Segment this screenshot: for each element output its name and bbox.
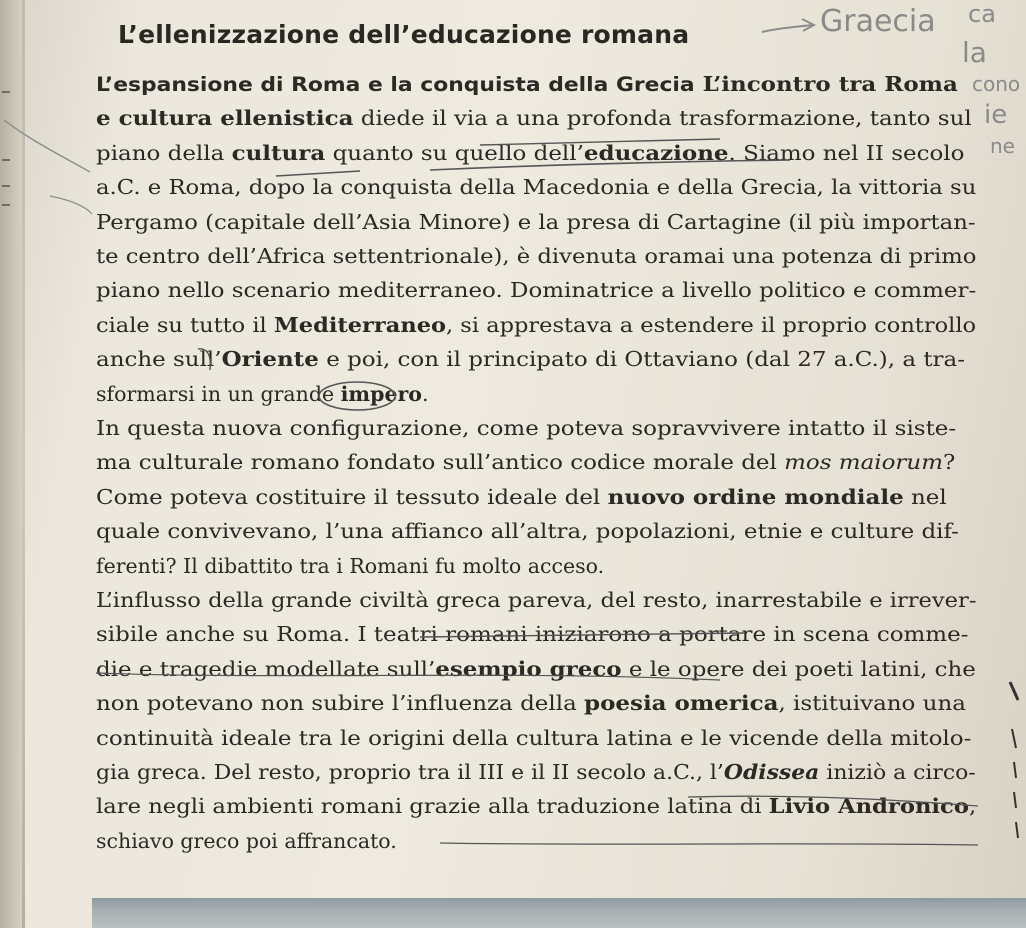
binding-edge bbox=[22, 0, 25, 928]
text-line bbox=[96, 693, 966, 714]
text-line bbox=[96, 108, 972, 129]
text-line bbox=[96, 280, 976, 301]
text-run: gia greca. Del resto, proprio tra il III e il II secolo a.C., l’ bbox=[96, 760, 724, 784]
text-run: piano nello scenario mediterraneo. Dominatrice a livello politico e commer- bbox=[96, 278, 977, 303]
text-run: educazione bbox=[583, 140, 729, 165]
handwritten-note-margin-3: ie bbox=[984, 100, 1008, 130]
text-run: L’influsso della grande civiltà greca pareva, del resto, inarrestabile e irrever- bbox=[96, 588, 977, 612]
text-run: lare negli ambienti romani grazie alla traduzione latina di bbox=[96, 794, 769, 819]
text-run: quale convivevano, l’una affianco all’altra, popolazioni, etnie e culture dif- bbox=[96, 519, 959, 544]
text-run: quanto su quello dell’ bbox=[325, 140, 584, 165]
text-run: ciale su tutto il bbox=[96, 312, 274, 337]
text-run: poesia omerica bbox=[584, 691, 779, 716]
handwritten-note-corner: ca bbox=[968, 0, 996, 28]
text-run: continuità ideale tra le origini della cultura latina e le vicende della mitolo- bbox=[96, 725, 972, 750]
text-run: sibile anche su Roma. I teatri romani iniziarono a portare in scena comme- bbox=[96, 622, 969, 647]
text-line bbox=[96, 209, 976, 234]
text-line bbox=[96, 246, 976, 267]
text-run: schiavo greco poi affrancato. bbox=[96, 828, 397, 853]
text-line bbox=[96, 590, 976, 611]
text-run: . Siamo nel II secolo bbox=[728, 140, 965, 165]
text-run: Livio Andronico bbox=[768, 794, 969, 819]
text-line bbox=[96, 349, 965, 370]
text-run: sformarsi in un grande bbox=[96, 381, 341, 406]
section-title: L’ellenizzazione dell’educazione romana bbox=[118, 20, 690, 49]
text-line bbox=[96, 177, 976, 198]
text-line bbox=[96, 553, 605, 578]
binding-shadow bbox=[0, 0, 22, 928]
text-run: ferenti? Il dibattito tra i Romani fu molto acceso. bbox=[96, 553, 605, 578]
text-line bbox=[96, 484, 947, 509]
text-run: impero bbox=[340, 381, 422, 406]
text-line bbox=[96, 418, 956, 439]
text-run: esempio greco bbox=[435, 656, 622, 681]
text-run: Pergamo (capitale dell’Asia Minore) e la presa di Cartagine (il più importan- bbox=[96, 209, 976, 234]
text-line bbox=[96, 140, 965, 165]
text-run: e le opere dei poeti latini, che bbox=[621, 656, 976, 681]
text-run: In questa nuova configurazione, come poteva sopravvivere intatto il siste- bbox=[96, 416, 957, 440]
text-line bbox=[96, 656, 976, 681]
text-run: , istituivano una bbox=[778, 691, 966, 716]
text-line bbox=[96, 521, 959, 542]
text-line bbox=[96, 452, 955, 473]
text-run: anche sull’ bbox=[96, 347, 222, 372]
text-line bbox=[96, 725, 972, 750]
text-run: . bbox=[421, 381, 429, 406]
photo-strip bbox=[92, 898, 1026, 928]
text-run: Come poteva costituire il tessuto ideale del bbox=[96, 484, 608, 509]
text-line bbox=[96, 312, 977, 337]
text-run: L’espansione di Roma e la conquista della Grecia bbox=[96, 73, 695, 96]
text-run: diede il via a una profonda trasformazione, tanto sul bbox=[353, 106, 972, 131]
text-run: , si apprestava a estendere il proprio controllo bbox=[446, 312, 977, 337]
text-run: a.C. e Roma, dopo la conquista della Macedonia e della Grecia, la vittoria su bbox=[96, 175, 977, 200]
text-run: Odissea bbox=[723, 760, 820, 784]
text-line bbox=[96, 828, 397, 853]
text-run: non potevano non subire l’influenza della bbox=[96, 691, 585, 716]
text-run: cultura bbox=[231, 140, 326, 165]
text-run: die e tragedie modellate sull’ bbox=[96, 656, 436, 681]
text-run: ma culturale romano fondato sull’antico codice morale del bbox=[96, 450, 785, 475]
text-line bbox=[96, 624, 968, 645]
handwritten-note-margin-1: la bbox=[962, 36, 987, 69]
text-run: ? bbox=[942, 450, 956, 475]
text-line bbox=[96, 762, 976, 783]
text-run: nuovo ordine mondiale bbox=[607, 484, 904, 509]
text-run: iniziò a circo- bbox=[819, 760, 976, 784]
handwritten-note-top: Graecia bbox=[820, 4, 936, 39]
text-run: mos maiorum bbox=[784, 450, 943, 475]
text-run: , bbox=[968, 794, 977, 819]
handwritten-note-margin-2: cono bbox=[972, 72, 1021, 96]
text-line bbox=[96, 74, 958, 95]
handwritten-note-margin-4: ne bbox=[990, 134, 1015, 158]
text-run: nel bbox=[903, 484, 947, 509]
text-run: L’incontro tra Roma bbox=[694, 72, 958, 96]
text-run: te centro dell’Africa settentrionale), è divenuta oramai una potenza di primo bbox=[96, 244, 977, 268]
text-run: e poi, con il principato di Ottaviano (dal 27 a.C.), a tra- bbox=[318, 347, 965, 372]
text-run: piano della bbox=[96, 140, 232, 165]
text-run: e cultura ellenistica bbox=[96, 106, 354, 131]
text-line bbox=[96, 381, 429, 406]
text-run: Oriente bbox=[221, 347, 319, 372]
text-run: Mediterraneo bbox=[273, 312, 447, 337]
text-line bbox=[96, 796, 976, 817]
